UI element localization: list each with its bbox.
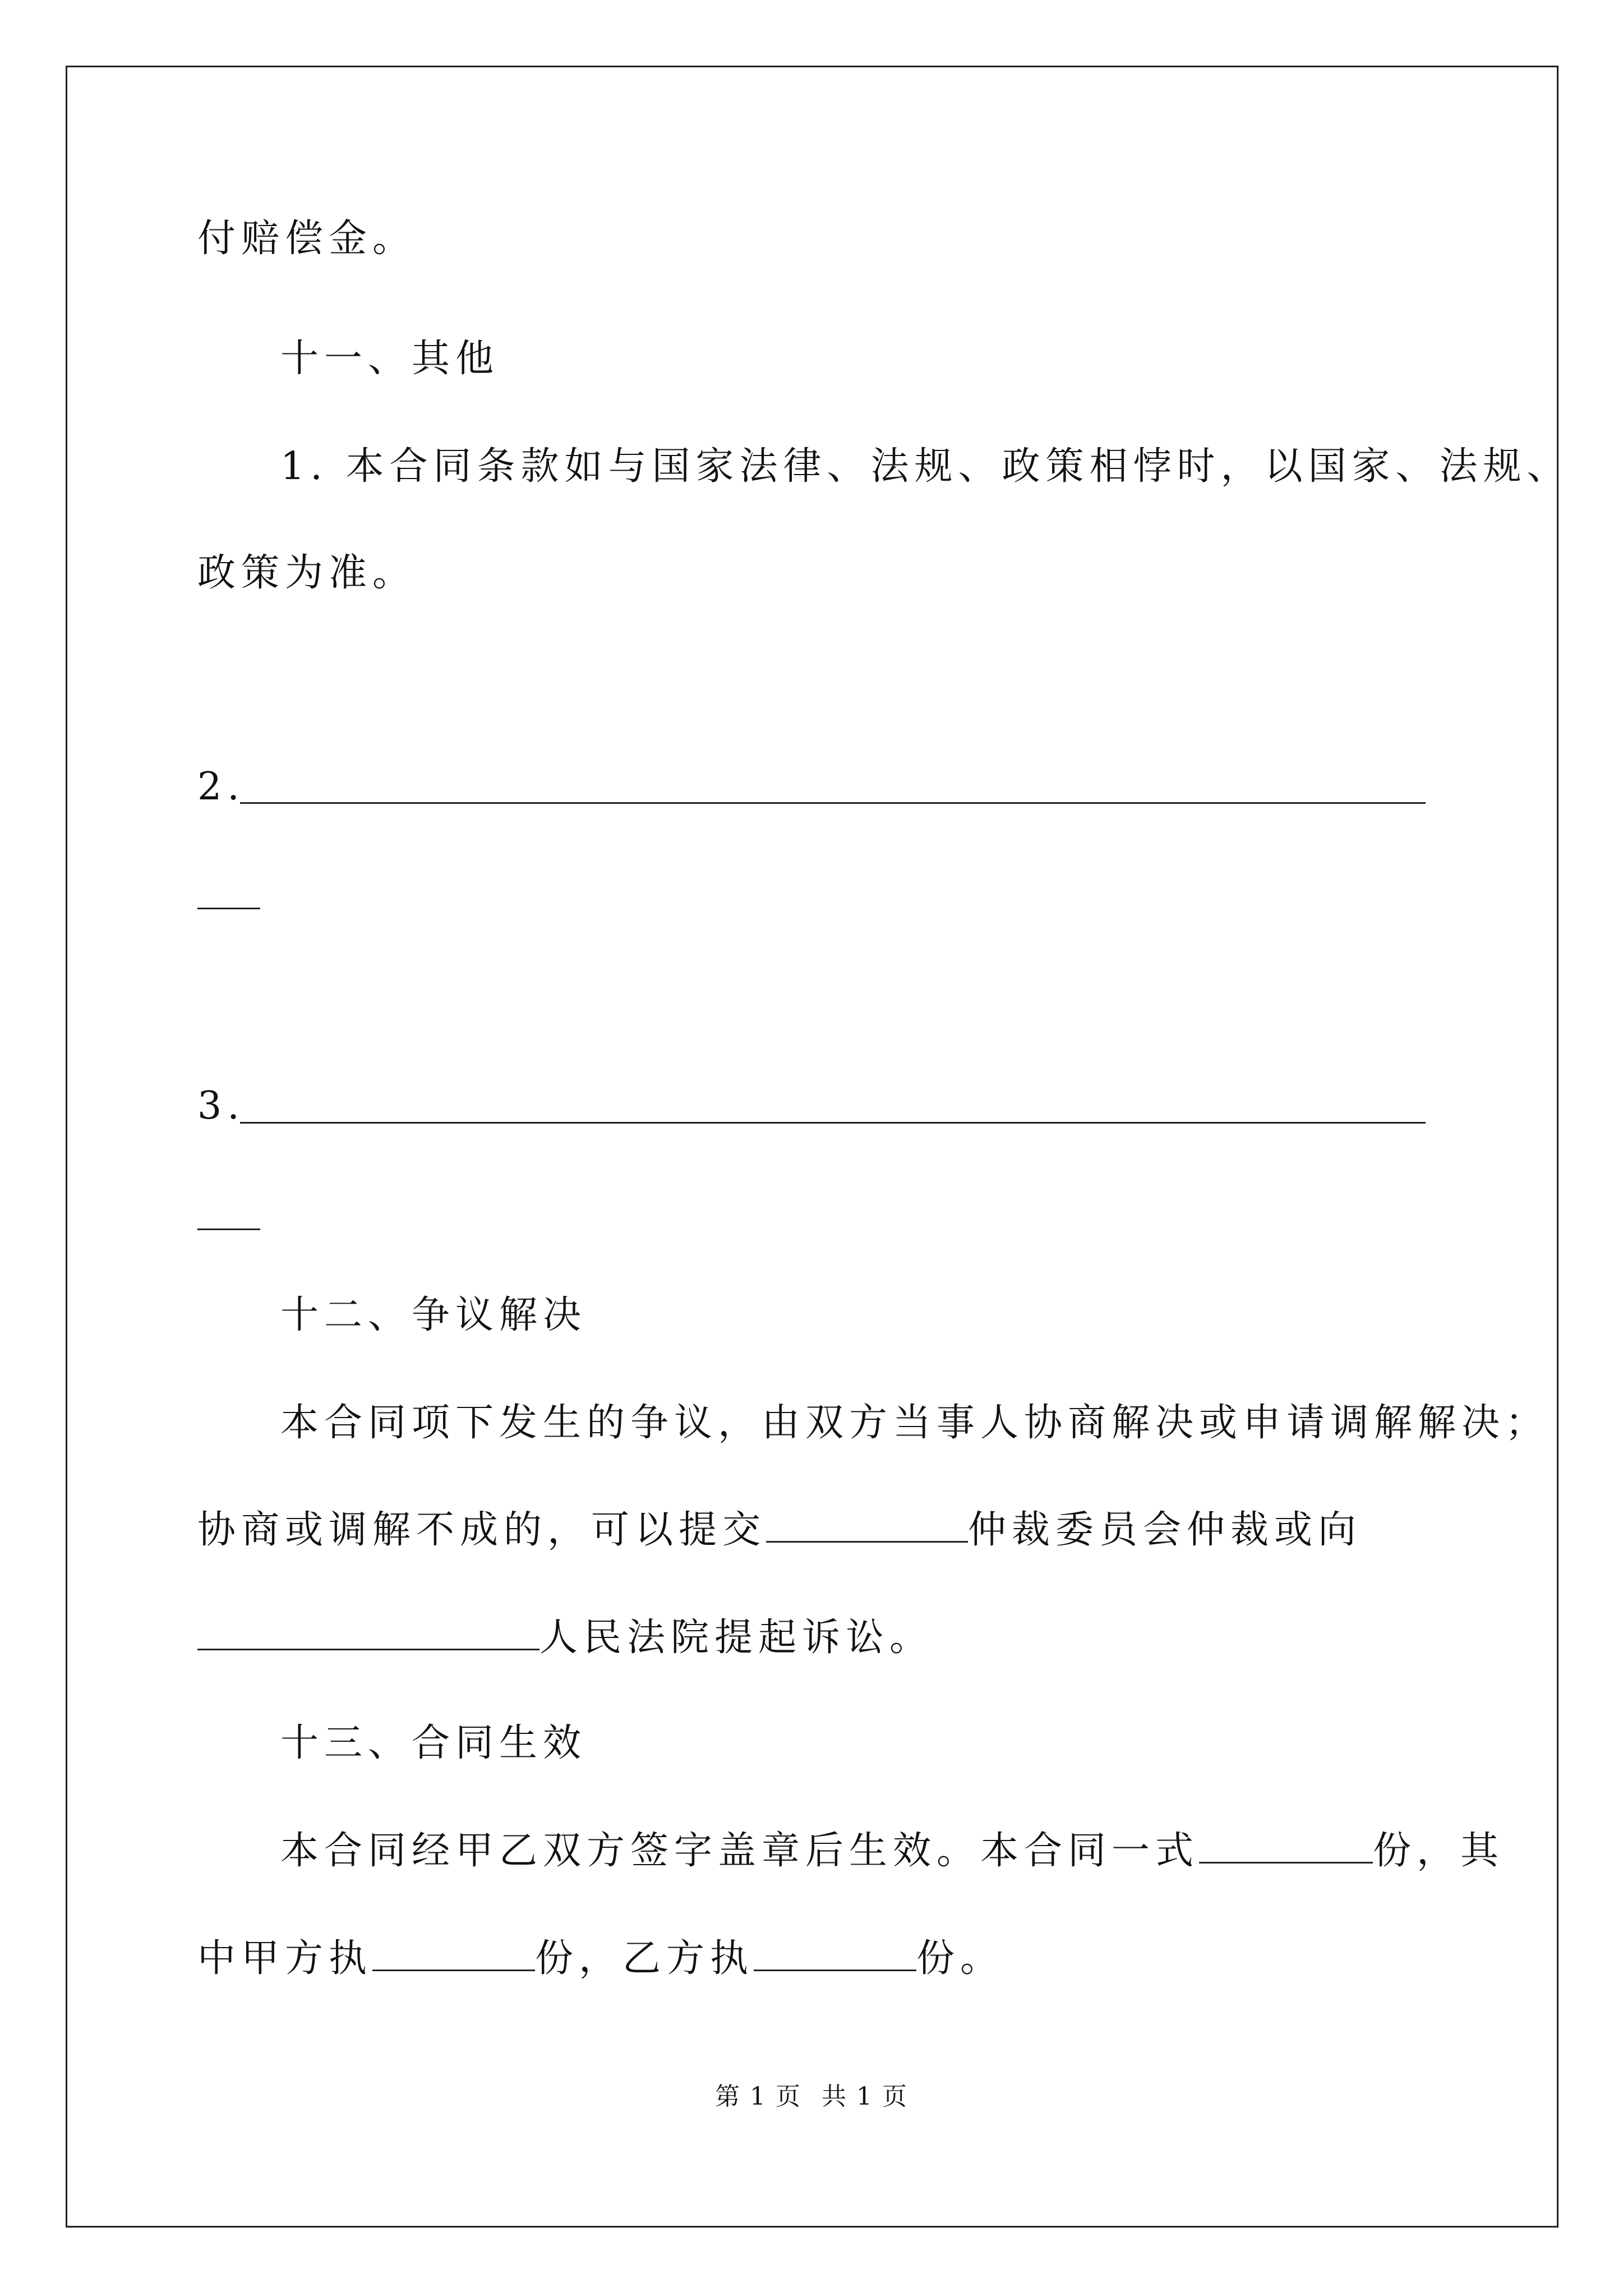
dispute-line-2-text-b: 仲裁委员会仲裁或向 [968,1508,1362,1552]
clause-2-label: 2. [197,765,245,809]
heading-section-12: 十二、争议解决 [280,1293,587,1337]
page-border [66,66,1559,2228]
heading-section-13: 十三、合同生效 [280,1721,587,1765]
effect-line-2-text-a: 中甲方执 [197,1936,373,1981]
clause-2-blank-line-continued [197,908,260,909]
page-footer [0,2081,1623,2113]
effect-line-1-text-a: 本合同经甲乙双方签字盖章后生效。本合同一式 [280,1829,1200,1873]
clause-3-blank-line [240,1122,1426,1124]
clause-3-blank-line-continued [197,1228,260,1230]
page-number-current: 第 1 页 [715,2082,801,2111]
court-name-blank [197,1617,540,1650]
effect-line-1 [280,1829,1504,1874]
party-b-copies-blank [754,1938,916,1971]
copies-total-blank [1199,1830,1373,1864]
dispute-line-1: 本合同项下发生的争议，由双方当事人协商解决或申请调解解决； [280,1401,1550,1445]
party-a-copies-blank [372,1938,535,1971]
effect-line-2-text-b: 份，乙方执 [535,1936,754,1981]
clause-3-label: 3. [197,1084,245,1128]
dispute-line-3-text: 人民法院提起诉讼。 [540,1616,934,1660]
text-line-compensation: 付赔偿金。 [197,217,417,261]
dispute-line-2 [197,1508,1362,1553]
dispute-line-3 [197,1616,933,1660]
heading-section-11: 十一、其他 [280,337,500,381]
clause-1-line-2: 政策为准。 [197,551,417,595]
effect-line-2 [197,1936,1004,1981]
clause-2-blank-line [240,802,1426,804]
clause-1-line-1: 1. 本合同条款如与国家法律、法规、政策相悖时，以国家、法规、 [280,444,1571,489]
effect-line-1-text-b: 份，其 [1373,1829,1505,1873]
arbitration-commission-blank [766,1510,968,1543]
page-number-total: 共 1 页 [822,2082,908,2111]
dispute-line-2-text-a: 协商或调解不成的，可以提交 [197,1508,767,1552]
effect-line-2-text-c: 份。 [916,1936,1004,1981]
